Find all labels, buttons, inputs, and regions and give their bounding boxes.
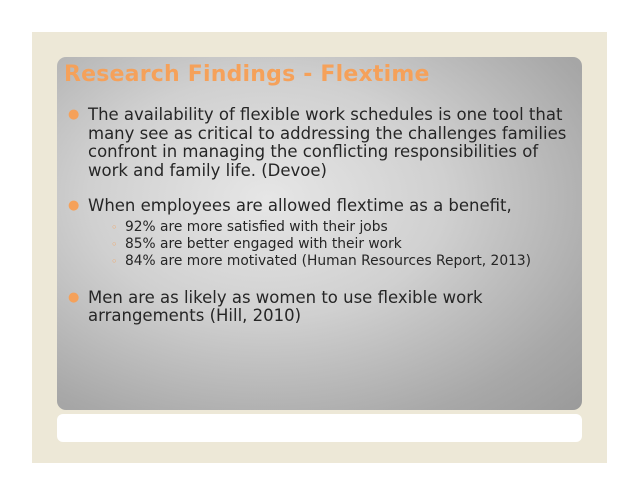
sub-bullet-text: 92% are more satisfied with their jobs: [125, 218, 388, 235]
sub-bullet-item: [88, 236, 571, 253]
footer-bar: [57, 414, 582, 442]
bullet-list: [66, 106, 571, 326]
sub-bullet-circle-icon: ◦: [111, 254, 118, 268]
sub-bullet-circle-icon: ◦: [111, 237, 118, 251]
sub-bullet-circle-icon: ◦: [111, 220, 118, 234]
sub-bullet-text: 85% are better engaged with their work: [125, 235, 402, 252]
sub-bullet-item: [88, 219, 571, 236]
bullet-item: [66, 289, 571, 326]
sub-bullet-item: [88, 253, 571, 270]
sub-bullet-text: 84% are more motivated (Human Resources Report, 2013): [125, 252, 532, 269]
sub-bullet-list: [88, 219, 571, 270]
bullet-dot-icon: ●: [68, 198, 80, 213]
bullet-dot-icon: ●: [68, 289, 80, 305]
bullet-text: Men are as likely as women to use flexible work arrangements (Hill, 2010): [88, 287, 483, 325]
bullet-dot-icon: ●: [68, 107, 80, 122]
bullet-text: The availability of flexible work schedules is one tool that many see as critical to addressing the challenges families confront in managing the conflicting responsibilities of work and family life. (Devoe): [88, 105, 567, 180]
bullet-text: When employees are allowed flextime as a benefit,: [88, 196, 512, 215]
bullet-item: [66, 106, 571, 180]
bullet-item: [66, 197, 571, 270]
slide-title: Research Findings - Flextime: [64, 62, 430, 87]
